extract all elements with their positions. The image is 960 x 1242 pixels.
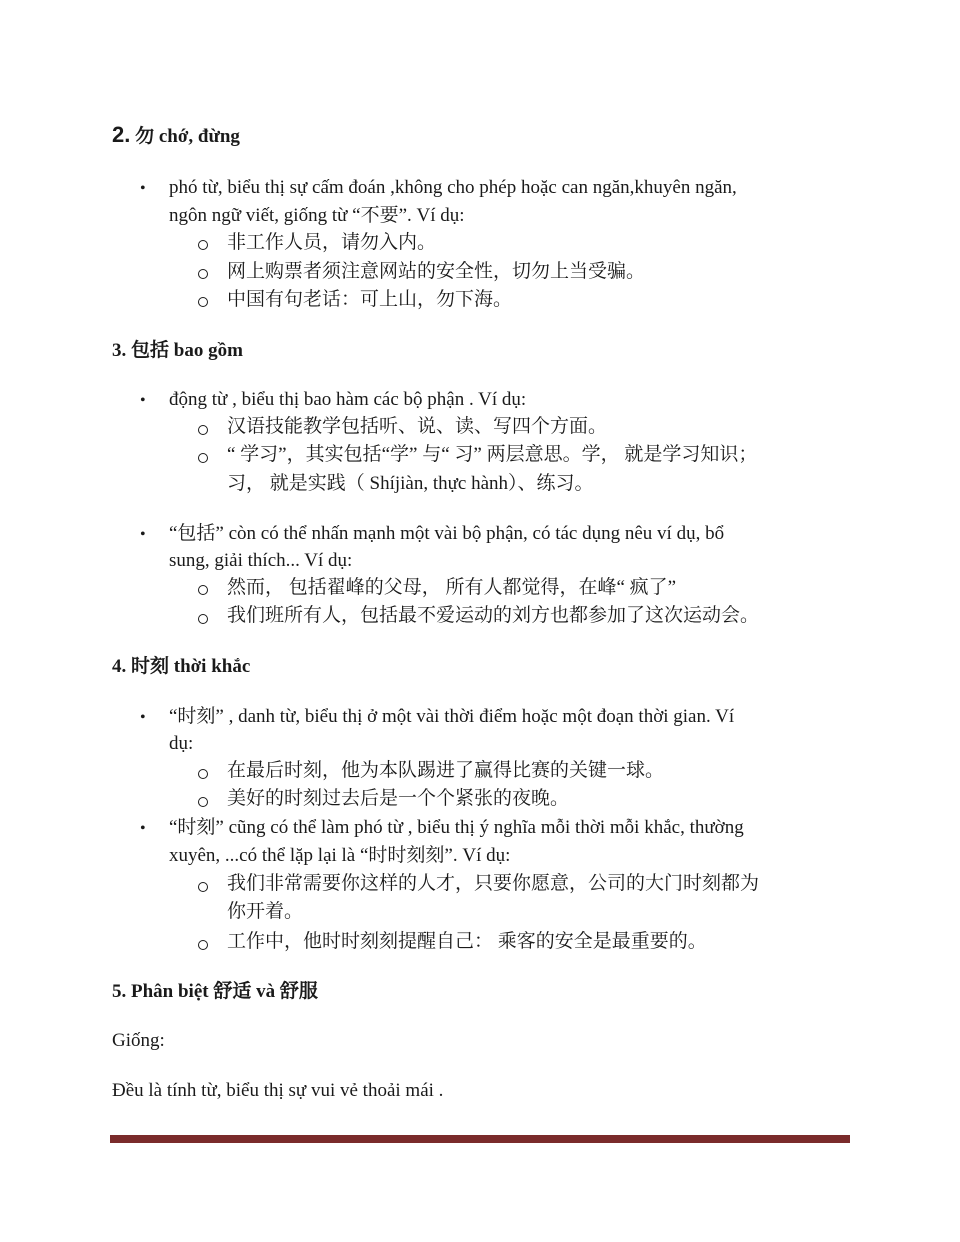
bullet-text: phó từ, biểu thị sự cấm đoán ,không cho phép hoặc can ngăn,khuyên ngăn,	[169, 177, 737, 198]
bullet-icon: •	[140, 180, 146, 197]
sub-bullet-icon	[198, 614, 208, 624]
bullet-text: “时刻” cũng có thể làm phó từ , biểu thị ý nghĩa mỗi thời mỗi khắc, thường	[169, 817, 744, 838]
bullet-icon: •	[140, 709, 146, 726]
example-text: 我们班所有人，包括最不爱运动的刘方也都参加了这次运动会。	[227, 605, 760, 626]
sub-bullet-icon	[198, 882, 208, 892]
bullet-text: động từ , biểu thị bao hàm các bộ phận . Ví dụ:	[169, 389, 527, 410]
example-text: 我们非常需要你这样的人才，只要你愿意，公司的大门时刻都为	[227, 873, 760, 894]
sub-bullet-icon	[198, 769, 208, 779]
heading-section-4: 4. 时刻 thời khắc	[112, 656, 251, 677]
paragraph: Giống:	[112, 1030, 165, 1051]
example-text: 你开着。	[227, 901, 304, 922]
example-text: 非工作人员，请勿入内。	[227, 232, 437, 253]
example-text: 工作中，他时时刻刻提醒自己： 乘客的安全是最重要的。	[227, 931, 707, 952]
example-text: 中国有句老话：可上山，勿下海。	[227, 289, 513, 310]
sub-bullet-icon	[198, 940, 208, 950]
bullet-text: dụ:	[169, 733, 194, 754]
example-text: 美好的时刻过去后是一个个紧张的夜晚。	[227, 788, 570, 809]
heading-section-3: 3. 包括 bao gồm	[112, 340, 243, 361]
sub-bullet-icon	[198, 269, 208, 279]
bullet-text: xuyên, ...có thể lặp lại là “时时刻刻”. Ví dụ:	[169, 845, 511, 866]
footer-rule	[110, 1135, 850, 1143]
bullet-text: ngôn ngữ viết, giống từ “不要”. Ví dụ:	[169, 205, 465, 226]
sub-bullet-icon	[198, 425, 208, 435]
heading-number: 2.	[112, 122, 131, 147]
sub-bullet-icon	[198, 240, 208, 250]
example-text: 在最后时刻，他为本队踢进了赢得比赛的关键一球。	[227, 760, 665, 781]
sub-bullet-icon	[198, 297, 208, 307]
example-text: 习， 就是实践（ Shíjiàn, thực hành）、练习。	[227, 473, 594, 494]
example-text: 汉语技能教学包括听、说、读、写四个方面。	[227, 416, 608, 437]
sub-bullet-icon	[198, 585, 208, 595]
heading-section-5: 5. Phân biệt 舒适 và 舒服	[112, 981, 318, 1002]
example-text: “ 学习”，其实包括“学” 与“ 习” 两层意思。学， 就是学习知识；	[227, 444, 758, 465]
bullet-icon: •	[140, 526, 146, 543]
example-text: 然而， 包括翟峰的父母， 所有人都觉得，在峰“ 疯了”	[227, 577, 677, 598]
bullet-text: sung, giải thích... Ví dụ:	[169, 550, 353, 571]
sub-bullet-icon	[198, 453, 208, 463]
bullet-text: “包括” còn có thể nhấn mạnh một vài bộ phận, có tác dụng nêu ví dụ, bổ	[169, 523, 725, 544]
bullet-icon: •	[140, 820, 146, 837]
bullet-text: “时刻” , danh từ, biểu thị ở một vài thời điểm hoặc một đoạn thời gian. Ví	[169, 706, 735, 727]
sub-bullet-icon	[198, 797, 208, 807]
bullet-icon: •	[140, 392, 146, 409]
example-text: 网上购票者须注意网站的安全性，切勿上当受骗。	[227, 261, 646, 282]
heading-text: 勿 chớ, đừng	[130, 126, 240, 147]
heading-section-2	[112, 123, 240, 149]
paragraph: Đều là tính từ, biểu thị sự vui vẻ thoải mái .	[112, 1080, 444, 1101]
